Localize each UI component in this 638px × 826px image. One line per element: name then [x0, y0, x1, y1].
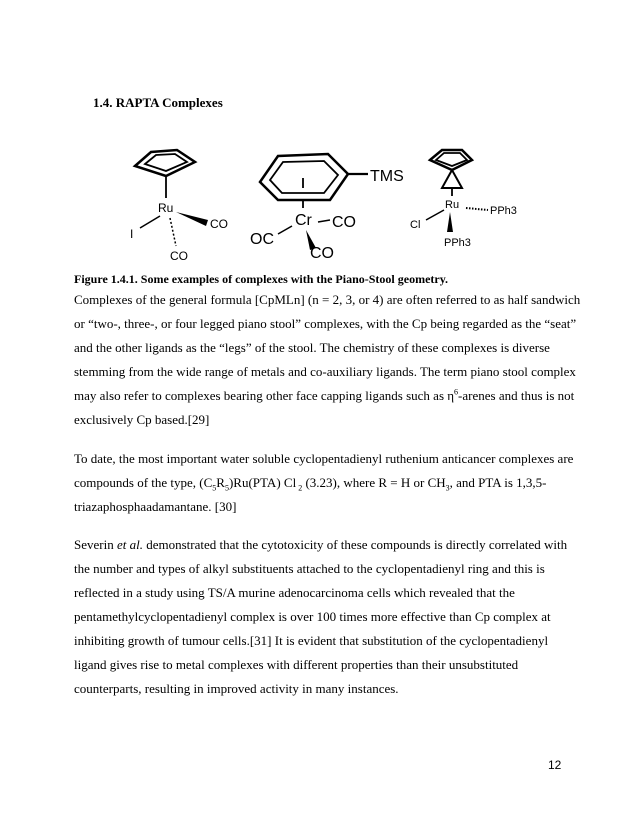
text-fragment: (3.23), where R = H or CH	[302, 475, 446, 490]
text-fragment: Severin	[74, 537, 117, 552]
s3-pph3-right-label: PPh3	[490, 205, 517, 217]
text-line	[74, 471, 574, 495]
text-line: the number and types of alkyl substituents attached to the cyclopentadienyl ring and this is	[74, 561, 545, 576]
s1-co-bottom-label: CO	[170, 249, 188, 263]
subscript: 5	[212, 483, 217, 493]
s2-co-right-label: CO	[332, 214, 356, 231]
text-line: triazaphosphaadamantane. [30]	[74, 499, 237, 514]
text-fragment: )Ru(PTA) Cl	[228, 475, 297, 490]
structure-arene-cr-co3	[250, 154, 404, 262]
text-line: pentamethylcyclopentadienyl complex is over 100 times more effective than Cp complex at	[74, 609, 551, 624]
s2-tms-label: TMS	[370, 168, 404, 185]
structure-cpru-co2i	[130, 150, 228, 263]
text-line: or “two-, three-, or four legged piano stool” complexes, with the Cp being regarded as the “seat”	[74, 316, 577, 331]
s1-co-right-label: CO	[210, 217, 228, 231]
s1-metal-label: Ru	[158, 201, 174, 215]
page-number: 12	[548, 758, 562, 772]
structure-cpru-pph3-2cl	[410, 150, 517, 249]
section-heading: 1.4. RAPTA Complexes	[93, 95, 223, 110]
s3-pph3-bottom-label: PPh3	[444, 237, 471, 249]
paragraph-piano-stool	[74, 288, 581, 432]
text-line: counterparts, resulting in improved activity in many instances.	[74, 681, 399, 696]
paragraph-cp-ruthenium	[74, 447, 574, 519]
text-line: inhibiting growth of tumour cells.[31] It is evident that substitution of the cyclopentadienyl	[74, 633, 549, 648]
s1-i-label: I	[130, 227, 134, 241]
text-fragment: demonstrated that the cytotoxicity of these compounds is directly correlated with	[142, 537, 568, 552]
text-line: exclusively Cp based.[29]	[74, 412, 210, 427]
italic-text: et al.	[116, 537, 143, 552]
subscript: 3	[445, 483, 450, 493]
text-fragment: compounds of the type, (C	[74, 475, 213, 490]
text-line	[74, 384, 574, 408]
subscript: 5	[224, 483, 229, 493]
paragraph-severin	[74, 533, 574, 701]
text-fragment: R	[216, 475, 225, 490]
subscript: 2	[296, 483, 303, 493]
figure-caption: Figure 1.4.1. Some examples of complexes with the Piano-Stool geometry.	[74, 272, 449, 286]
text-line: stemming from the wide range of metals and co-auxiliary ligands. The term piano stool complex	[74, 364, 576, 379]
s2-metal-label: Cr	[295, 212, 312, 229]
piano-stool-figure	[110, 142, 530, 264]
text-line: and the other ligands as the “legs” of the stool. The chemistry of these complexes is diverse	[74, 340, 550, 355]
text-line: Complexes of the general formula [CpMLn] (n = 2, 3, or 4) are often referred to as half sandwich	[74, 292, 581, 307]
s2-co-left-label: OC	[250, 231, 274, 248]
superscript: 6	[454, 387, 459, 397]
text-fragment: , and PTA is 1,3,5-	[449, 475, 547, 490]
s2-co-bottom-label: CO	[310, 245, 334, 262]
text-line: reflected in a study using TS/A murine adenocarcinoma cells which revealed that the	[74, 585, 515, 600]
text-fragment: -arenes and thus is not	[458, 388, 575, 403]
text-line: To date, the most important water soluble cyclopentadienyl ruthenium anticancer complexes are	[74, 451, 574, 466]
text-line: ligand gives rise to metal complexes with different properties than their unsubstituted	[74, 657, 519, 672]
s3-metal-label: Ru	[445, 199, 460, 211]
text-fragment: may also refer to complexes bearing other face capping ligands such as η	[74, 388, 455, 403]
text-line	[74, 533, 574, 557]
s3-cl-label: Cl	[410, 219, 421, 231]
